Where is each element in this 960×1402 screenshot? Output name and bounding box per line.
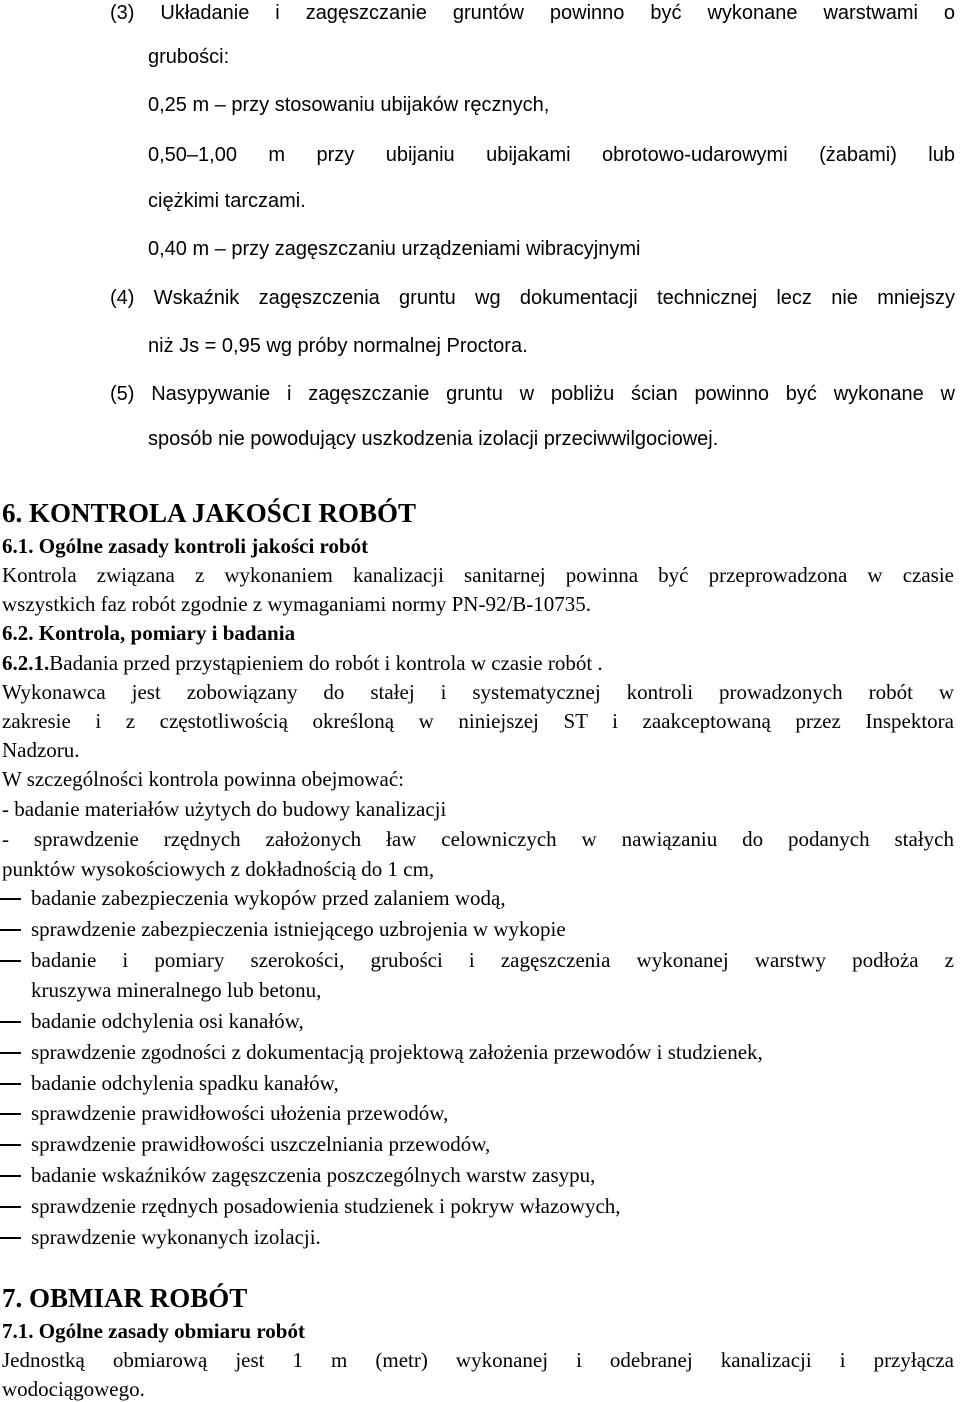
subsection-6-2-heading	[2, 620, 295, 646]
item5-line1: (5) Nasypywanie i zagęszczanie gruntu w pobliżu ścian powinno być wykonane w	[110, 383, 955, 405]
item3-line1: (3) Układanie i zagęszczanie gruntów powinno być wykonane warstwami o	[110, 2, 955, 24]
subsection-7-1-title: Ogólne zasady obmiaru robót	[38, 1319, 305, 1343]
subsection-6-2-title: Kontrola, pomiary i badania	[38, 621, 296, 645]
dash-bullet-icon	[0, 1193, 30, 1219]
dash-list-item: badanie odchylenia osi kanałów,	[31, 1009, 304, 1033]
para1-line1: Wykonawca jest zobowiązany do stałej i systematycznej kontroli prowadzonych robót w	[2, 680, 954, 704]
dash-bullet-icon	[0, 1008, 30, 1034]
subsection-6-2-1-heading	[2, 650, 603, 676]
subsection-6-1-heading	[2, 533, 368, 559]
dash-bullet-icon	[0, 1070, 30, 1096]
dash-bullet-icon	[0, 947, 30, 973]
item3-sub1: 0,25 m – przy stosowaniu ubijaków ręcznych,	[148, 94, 550, 116]
dash-list-item: badanie odchylenia spadku kanałów,	[31, 1071, 339, 1095]
subsection-6-2-number: 6.2.	[2, 621, 34, 645]
dash-bullet-icon	[0, 1039, 30, 1065]
section6-1-text-line2: wszystkich faz robót zgodnie z wymaganiami normy PN-92/B-10735.	[2, 592, 592, 616]
subsection-6-1-number: 6.1.	[2, 534, 34, 558]
section6-1-text-line1: Kontrola związana z wykonaniem kanalizacji sanitarnej powinna być przeprowadzona w czasie	[2, 563, 954, 587]
dash-list-item: badanie zabezpieczenia wykopów przed zalaniem wodą,	[31, 886, 506, 910]
dash-list-item: sprawdzenie wykonanych izolacji.	[31, 1225, 321, 1249]
subsection-6-1-title: Ogólne zasady kontroli jakości robót	[38, 534, 369, 558]
dash-list-item-continuation: kruszywa mineralnego lub betonu,	[31, 978, 322, 1002]
item3-sub3: 0,40 m – przy zagęszczaniu urządzeniami wibracyjnymi	[148, 238, 641, 260]
section7-text-line2: wodociągowego.	[2, 1377, 145, 1401]
dash-list-item: sprawdzenie zabezpieczenia istniejącego uzbrojenia w wykopie	[31, 917, 566, 941]
dash-list-item: sprawdzenie zgodności z dokumentacją projektową założenia przewodów i studzienek,	[31, 1040, 763, 1064]
subsection-7-1-number: 7.1.	[2, 1319, 34, 1343]
dash-list-item: sprawdzenie prawidłowości ułożenia przewodów,	[31, 1101, 449, 1125]
item4-line1: (4) Wskaźnik zagęszczenia gruntu wg dokumentacji technicznej lecz nie mniejszy	[110, 287, 955, 309]
subsection-6-2-1-title: Badania przed przystąpieniem do robót i kontrola w czasie robót .	[49, 651, 603, 675]
para1-line2: zakresie i z częstotliwością określoną w niniejszej ST i zaakceptowaną przez Inspektora	[2, 709, 954, 733]
section7-text-line1: Jednostką obmiarową jest 1 m (metr) wykonanej i odebranej kanalizacji i przyłącza	[2, 1348, 954, 1372]
item3-line2: grubości:	[148, 46, 230, 68]
hyphen-item-2-line1: - sprawdzenie rzędnych założonych ław celowniczych w nawiązaniu do podanych stałych	[2, 827, 954, 851]
dash-bullet-icon	[0, 1162, 30, 1188]
item3-sub2-line1: 0,50–1,00 m przy ubijaniu ubijakami obrotowo-udarowymi (żabami) lub	[148, 144, 955, 166]
dash-bullet-icon	[0, 916, 30, 942]
section6-heading: 6. KONTROLA JAKOŚCI ROBÓT	[2, 498, 417, 528]
dash-bullet-icon	[0, 1224, 30, 1250]
dash-list-item: sprawdzenie rzędnych posadowienia studzienek i pokryw włazowych,	[31, 1194, 621, 1218]
dash-bullet-icon	[0, 1131, 30, 1157]
item5-line2: sposób nie powodujący uszkodzenia izolacji przeciwwilgociowej.	[148, 428, 719, 450]
hyphen-item-2-line2: punktów wysokościowych z dokładnością do 1 cm,	[2, 857, 435, 881]
subsection-7-1-heading	[2, 1318, 305, 1344]
para2-line1: W szczególności kontrola powinna obejmować:	[2, 767, 404, 791]
dash-list-item: badanie i pomiary szerokości, grubości i zagęszczenia wykonanej warstwy podłoża z	[31, 948, 954, 972]
dash-list-item: sprawdzenie prawidłowości uszczelniania przewodów,	[31, 1132, 491, 1156]
hyphen-item-1: - badanie materiałów użytych do budowy kanalizacji	[2, 797, 447, 821]
item4-line2: niż Js = 0,95 wg próby normalnej Proctora.	[148, 335, 528, 357]
section7-heading: 7. OBMIAR ROBÓT	[2, 1283, 248, 1313]
dash-bullet-icon	[0, 1100, 30, 1126]
subsection-6-2-1-number: 6.2.1.	[2, 651, 50, 675]
item3-sub2-line2: ciężkimi tarczami.	[148, 190, 306, 212]
para1-line3: Nadzoru.	[2, 738, 80, 762]
dash-bullet-icon	[0, 885, 30, 911]
dash-list-item: badanie wskaźników zagęszczenia poszczególnych warstw zasypu,	[31, 1163, 596, 1187]
